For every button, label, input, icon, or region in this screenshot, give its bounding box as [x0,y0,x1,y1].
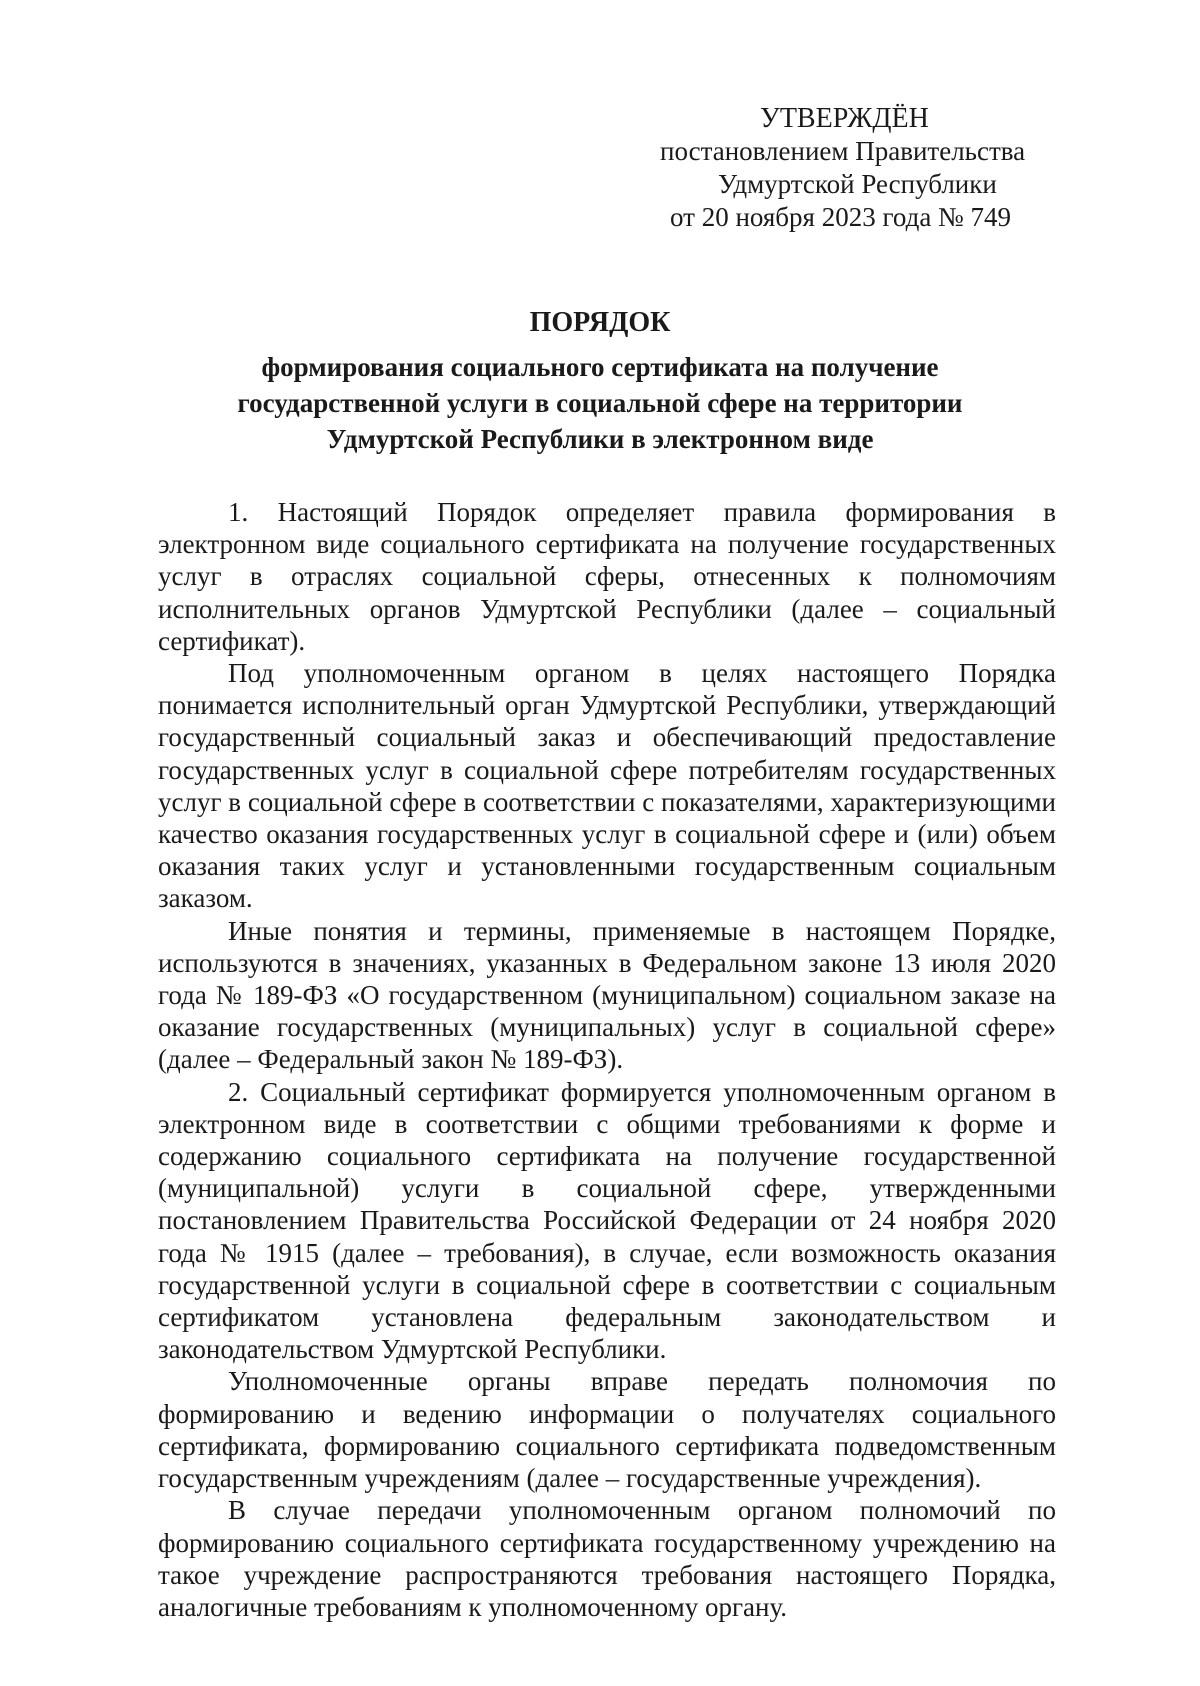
document-subtitle-line-3: Удмуртской Республики в электронном виде [326,424,874,454]
paragraph-3: Иные понятия и термины, применяемые в настоящем Порядке, используются в значениях, указанных в Федеральном законе 13 июля 2020 года № 189-ФЗ «О государственном (муниципальном) социальном заказе на оказание государственных (муниципальных) услуг в социальной сфере» (далее – Федеральный закон № 189-ФЗ). [158,915,1056,1075]
paragraph-2: Под уполномоченным органом в целях настоящего Порядка понимается исполнительный орган Удмуртской Республики, утверждающий государственный социальный заказ и обеспечивающий предоставление государственных услуг в социальной сфере потребителям государственных услуг в социальной сфере в соответствии с показателями, характеризующими качество оказания государственных услуг в социальной сфере и (или) объем оказания таких услуг и установленными государственным социальным заказом. [158,658,1056,914]
paragraph-1: 1. Настоящий Порядок определяет правила формирования в электронном виде социального сертификата на получение государственных услуг в отраслях социальной сферы, отнесенных к полномочиям исполнительных органов Удмуртской Республики (далее – социальный сертификат). [158,497,1056,656]
paragraph-4: 2. Социальный сертификат формируется уполномоченным органом в электронном виде в соответствии с общими требованиями к форме и содержанию социального сертификата на получение государственной (муниципальной) услуги в социальной сфере, утвержденными постановлением Правительства Российской Федерации от 24 ноября 2020 года № 1915 (далее – требования), в случае, если возможность оказания государственной услуги в социальной сфере в соответствии с социальным сертификатом установлена федеральным законодательством и законодательством Удмуртской Республики. [158,1076,1056,1365]
document-subtitle-line-2: государственной услуги в социальной сфере на территории [237,388,963,418]
document-heading [150,305,1050,457]
approval-title: УТВЕРЖДЁН [760,103,929,134]
approval-stamp [660,102,1120,234]
approval-line-1: постановлением Правительства [660,136,1026,166]
document-title: ПОРЯДОК [529,307,671,338]
paragraph-5: Уполномоченные органы вправе передать полномочия по формированию и ведению информации о получателях социального сертификата, формированию социального сертификата подведомственным государственным учреждениям (далее – государственные учреждения). [158,1366,1056,1494]
approval-line-3: от 20 ноября 2023 года № 749 [670,202,1012,232]
document-subtitle-line-1: формирования социального сертификата на получение [261,352,939,382]
document-body [158,496,1056,1623]
paragraph-6: В случае передачи уполномоченным органом полномочий по формированию социального сертификата государственному учреждению на такое учреждение распространяются требования настоящего Порядка, аналогичные требованиям к уполномоченному органу. [158,1495,1056,1622]
approval-line-2: Удмуртской Республики [718,169,997,199]
